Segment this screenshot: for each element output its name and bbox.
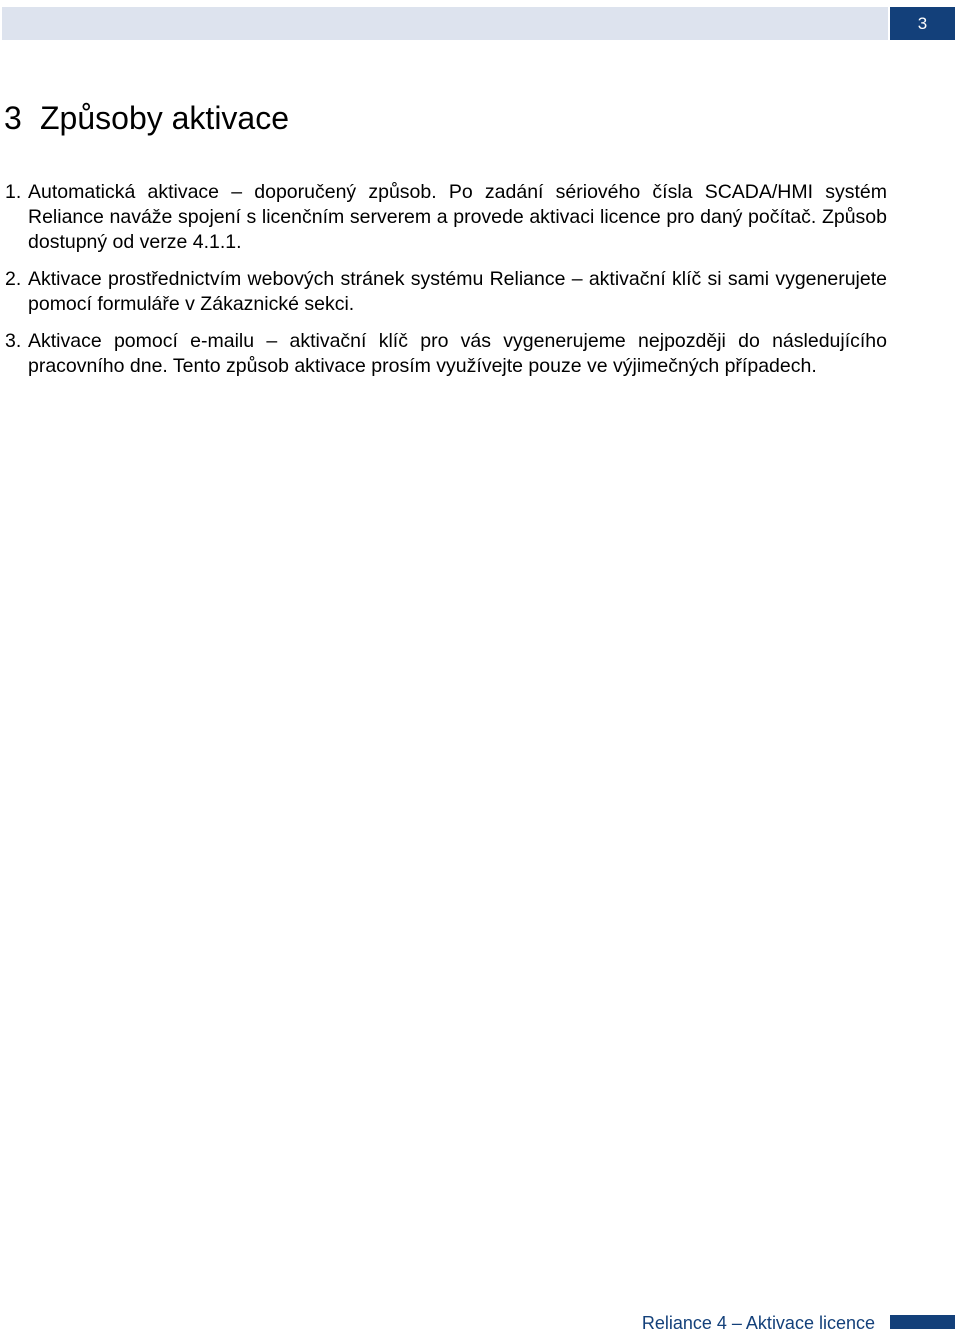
section-title: Způsoby aktivace xyxy=(40,100,290,136)
section-number: 3 xyxy=(4,100,22,136)
footer-bar xyxy=(890,1315,955,1329)
header-bar xyxy=(2,7,888,40)
footer-title: Reliance 4 – Aktivace licence xyxy=(641,1313,875,1333)
list-item-text: Automatická aktivace – doporučený způsob. Po zadání sériového čísla SCADA/HMI systém Reliance naváže spojení s licenčním serverem a provede aktivaci licence pro daný počítač. Způsob dostupný od verze 4.1.1. xyxy=(28,181,887,253)
list-item-text: Aktivace pomocí e-mailu – aktivační klíč pro vás vygenerujeme nejpozději do následujícího pracovního dne. Tento způsob aktivace prosím využívejte pouze ve výjimečných případech. xyxy=(28,330,887,377)
page-number: 3 xyxy=(890,7,955,40)
list-item xyxy=(5,329,887,379)
list-item-text: Aktivace prostřednictvím webových stránek systému Reliance – aktivační klíč si sami vygenerujete pomocí formuláře v Zákaznické sekci. xyxy=(28,268,887,315)
list-item-marker: 1. xyxy=(5,181,22,203)
list-item-marker: 3. xyxy=(5,330,22,352)
list-item xyxy=(5,267,887,317)
list-item-marker: 2. xyxy=(5,268,22,290)
list-item xyxy=(5,180,887,255)
section-heading xyxy=(4,98,289,138)
